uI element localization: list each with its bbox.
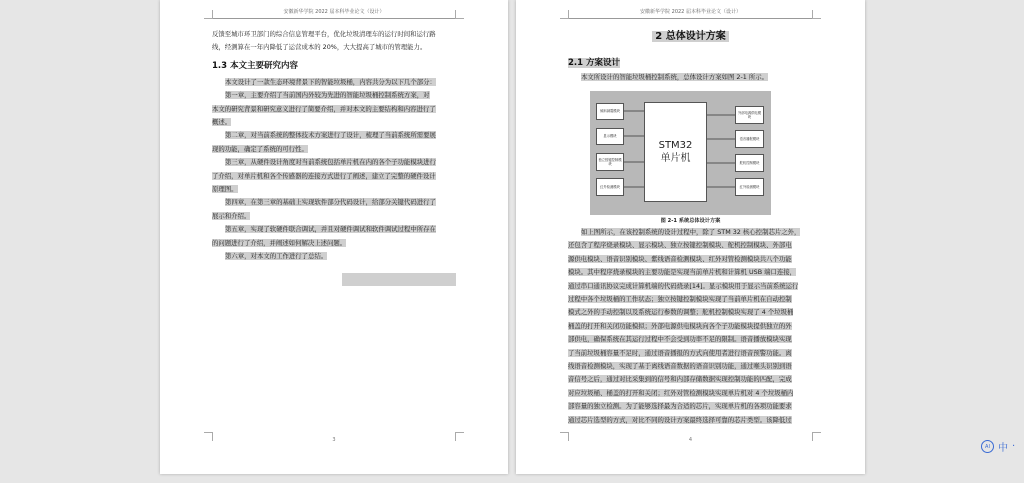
document-page-right xyxy=(516,0,865,474)
module-box: 红外检测模块 xyxy=(735,178,764,196)
highlighted-text: 第二章，对当前系统的整体技术方案进行了设计，梳理了当前系统所需要展 xyxy=(225,131,436,140)
highlighted-text: 展示和介绍。 xyxy=(212,211,251,220)
crop-mark xyxy=(560,10,569,19)
highlighted-text: 概述。 xyxy=(212,118,232,127)
punctuation-toggle[interactable]: · xyxy=(1012,441,1016,452)
figure-caption: 图 2-1 系统总体设计方案 xyxy=(660,218,721,224)
paragraph xyxy=(212,129,456,156)
page-body xyxy=(212,28,456,264)
highlighted-text: 模式之外的手动控制以及系统运行参数的调整；舵机控制模块实现了 4 个垃圾桶 xyxy=(568,308,794,317)
highlighted-text: 的问题进行了介绍，并阐述如何解决上述问题。 xyxy=(212,238,347,247)
module-box: 独立按键控制模块 xyxy=(596,153,624,171)
crop-mark xyxy=(204,10,213,19)
mcu-label: 单片机 xyxy=(660,153,691,164)
crop-mark xyxy=(812,10,821,19)
highlighted-text: 通过芯片选型的方式，对比不同的设计方案最终选择可靠的芯片类型。该降低过 xyxy=(568,415,792,424)
section-heading: 2.1 方案设计 xyxy=(568,58,621,68)
paragraph xyxy=(212,223,456,250)
paragraph xyxy=(212,250,456,263)
module-box: 外部电源供电模块 xyxy=(735,106,764,124)
system-block-diagram xyxy=(590,91,771,215)
chapter-title: 2 总体设计方案 xyxy=(652,31,728,42)
page-header: 安徽新华学院 2022 届本科毕业论文（设计） xyxy=(640,9,741,15)
highlighted-text: 还包含了程序烧录模块、显示模块、独立按键控制模块、舵机控制模块、外部电 xyxy=(568,241,792,250)
highlighted-text: 音信号之后，通过对比采集到的信号和内部存储数据实现控制功能的匹配，完成 xyxy=(568,375,792,384)
header-rule xyxy=(212,18,456,19)
module-box: 语音播报模块 xyxy=(735,130,764,148)
highlighted-text: 源供电模块、语音识别模块、紫线语音检测模块、红外对管检测模块共八个功能 xyxy=(568,254,792,263)
paragraph xyxy=(212,196,456,223)
highlighted-text: 本文的研究背景和研究意义进行了简要介绍，并对本文的主要结构和内容进行了 xyxy=(212,104,436,113)
input-method-widget[interactable] xyxy=(981,439,1015,454)
section-heading: 1.3 本文主要研究内容 xyxy=(212,60,299,71)
highlighted-text: 了介绍，对单片机和各个传感器的连接方式进行了阐述，建立了完整的硬件设计 xyxy=(212,171,436,180)
highlighted-text: 本文设计了一款生态环境背景下的智能垃圾桶，内容共分为以下几个部分： xyxy=(225,77,436,86)
highlighted-text: 第六章，对本文的工作进行了总结。 xyxy=(225,252,328,261)
text-line: 线，经测算在一年内降低了运营成本的 20%，大大提高了城市的管理能力。 xyxy=(212,43,427,52)
page-number: 3 xyxy=(332,437,336,443)
chapter-title-row xyxy=(568,29,813,45)
section-row xyxy=(568,56,813,84)
page-header: 安徽新华学院 2022 届本科毕业论文（设计） xyxy=(283,9,385,15)
crop-mark xyxy=(455,10,464,19)
module-box: 舵机控制模块 xyxy=(735,154,764,172)
highlighted-text: 第五章，实现了软硬件联合调试，并且对硬件调试和软件调试过程中所存在 xyxy=(225,225,436,234)
highlighted-text: 本文所设计的智能垃圾桶控制系统，总体设计方案如图 2-1 所示。 xyxy=(581,73,769,81)
mcu-label: STM32 xyxy=(658,140,693,151)
highlighted-text: 模块。其中程序烧录模块的主要功能是实现当前单片机和计算机 USB 端口连接， xyxy=(568,268,797,277)
highlighted-text: 过程中各个垃圾桶的工作状态；独立按键控制模块实现了当前单片机在自动控制 xyxy=(568,295,792,304)
highlighted-text: 第三章，从硬件设计角度对当前系统包括单片机在内的各个子功能模块进行 xyxy=(225,158,436,167)
text-line: 反馈至城市环卫部门的综合信息管理平台，优化垃圾清理车的运行时间和运行路 xyxy=(212,30,436,38)
highlighted-text: 部容量的独立检测。为了能够选择最为合适的芯片，实现单片机的各项功能要求 xyxy=(568,402,792,411)
selection-highlight xyxy=(342,273,456,286)
highlighted-text: 了当前垃圾桶容量不足时，通过语音播报的方式向使用者进行语音预警功能。离 xyxy=(568,348,792,357)
language-toggle[interactable]: 中 xyxy=(998,443,1008,454)
header-rule xyxy=(568,18,813,19)
highlighted-text: 现的功能，确定了系统的可行性。 xyxy=(212,144,308,153)
highlighted-text: 原理图。 xyxy=(212,185,238,194)
paragraph xyxy=(212,156,456,196)
highlighted-text: 部供电，确保系统在其运行过程中不会受到功率不足的限制。语音播放模块实现 xyxy=(568,335,792,344)
highlighted-text: 第四章，在第三章的基础上实现软件部分代码设计，给部分关键代码进行了 xyxy=(225,198,436,207)
highlighted-text: 桶盖的打开和关闭功能模拟；外部电源供电模块向各个子功能模块提供独立的外 xyxy=(568,321,792,330)
module-box: 显示模块 xyxy=(596,128,624,145)
module-box: 倾斜减震模块 xyxy=(596,103,624,120)
highlighted-text: 如上图所示，在该控制系统的设计过程中，除了 STM 32 核心控制芯片之外， xyxy=(581,228,801,236)
page-body xyxy=(568,226,813,427)
paragraph xyxy=(212,89,456,129)
mcu-block xyxy=(644,102,707,202)
highlighted-text: 线语音检测模块，实现了基于离线语音数据的语音识别功能，通过喉头识别到语 xyxy=(568,362,792,371)
module-box: 红外检测模块 xyxy=(596,178,624,196)
document-page-left xyxy=(160,0,508,474)
highlighted-text: 通过串口通讯协议完成计算机端的代码烧录[14]。显示模块用于显示当前系统运行 xyxy=(568,281,799,290)
paragraph xyxy=(212,76,456,89)
highlighted-text: 第一章，主要介绍了当前国内外较为先进的智能垃圾桶控制系统方案，对 xyxy=(225,91,430,100)
page-number: 4 xyxy=(688,437,693,443)
ai-assistant-icon[interactable]: AI xyxy=(981,440,994,453)
highlighted-text: 对应垃圾桶、桶盖的打开和关闭；红外对管检测模块实现单片机对 4 个垃圾桶内 xyxy=(568,388,794,397)
